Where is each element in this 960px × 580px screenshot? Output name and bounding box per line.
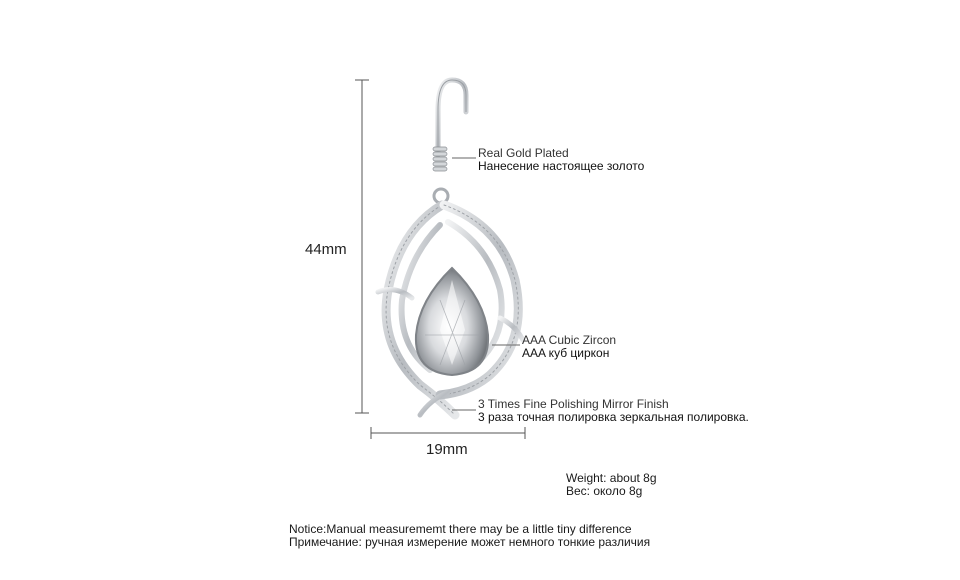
measurement-notice: [289, 523, 650, 549]
finish-callout-ru: 3 раза точная полировка зеркальная полировка.: [478, 410, 749, 424]
height-dimension-line: [355, 80, 369, 413]
finish-callout-en: 3 Times Fine Polishing Mirror Finish: [478, 397, 669, 411]
stone-callout: [522, 334, 616, 360]
ear-hook: [433, 80, 466, 203]
notice-ru: Примечание: ручная измерение может немного тонкие различия: [289, 535, 651, 549]
stone-callout-ru: AAA куб циркон: [522, 346, 610, 360]
width-label: 19mm: [426, 441, 468, 458]
pear-zircon-stone: [416, 268, 488, 375]
plating-callout: [478, 147, 644, 173]
plating-callout-en: Real Gold Plated: [478, 146, 569, 160]
height-label: 44mm: [305, 241, 347, 258]
weight-ru: Вес: около 8g: [566, 484, 643, 498]
finish-callout: [478, 398, 749, 424]
stone-callout-en: AAA Cubic Zircon: [522, 333, 617, 347]
plating-callout-ru: Нанесение настоящее золото: [478, 159, 645, 173]
weight-info: [566, 472, 657, 498]
weight-en: Weight: about 8g: [566, 471, 657, 485]
notice-en: Notice:Manual measurememt there may be a little tiny difference: [289, 522, 632, 536]
width-dimension-line: [371, 427, 525, 439]
